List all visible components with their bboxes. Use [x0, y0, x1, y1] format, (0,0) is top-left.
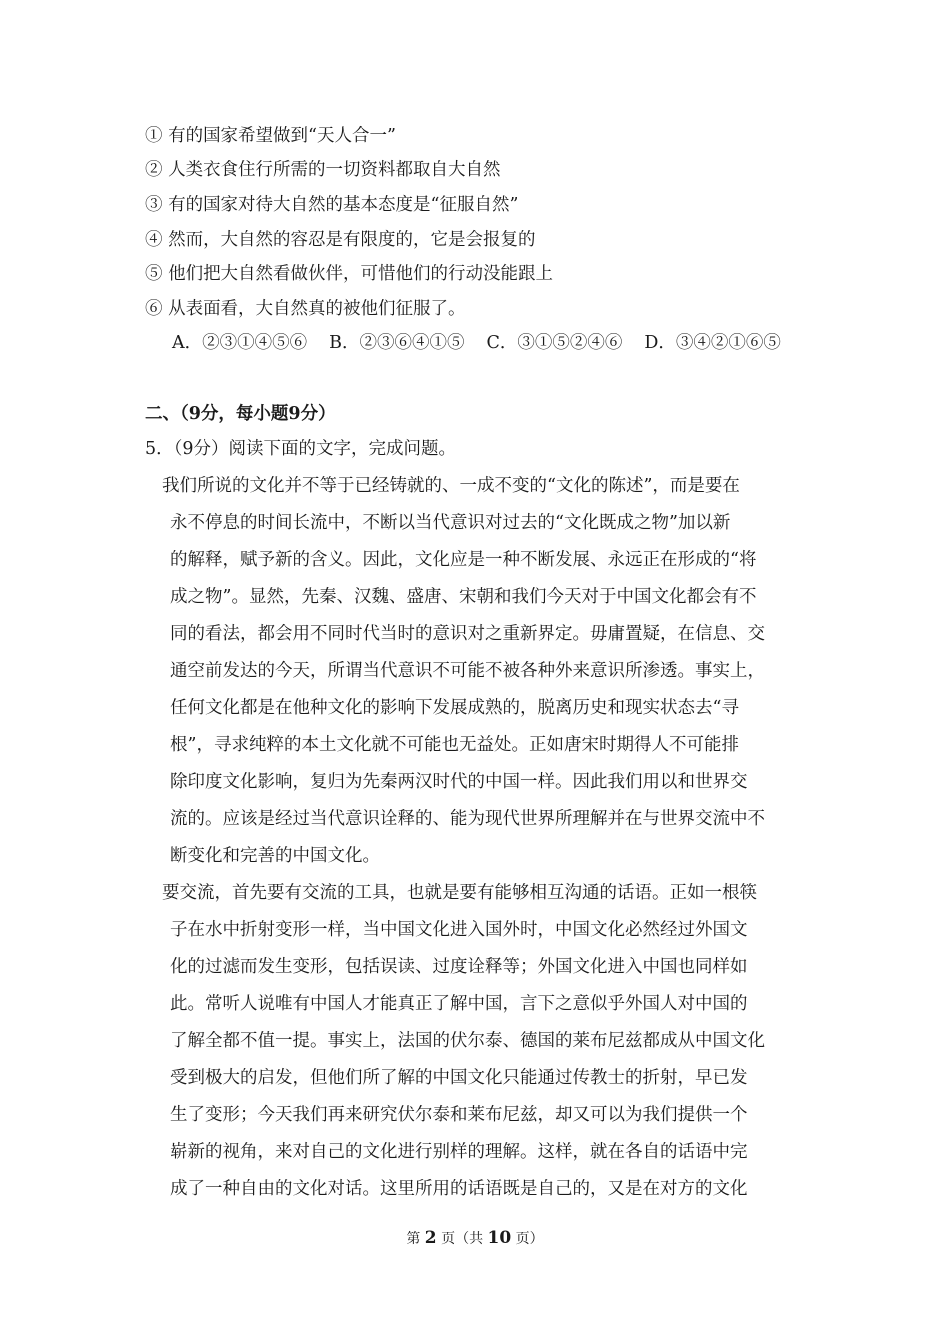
- option-1: ① 有的国家希望做到“天人合一”: [145, 126, 396, 146]
- paragraph-2-line: 子在水中折射变形一样，当中国文化进入国外时，中国文化必然经过外国文: [170, 920, 748, 940]
- paragraph-1-line: 永不停息的时间长流中，不断以当代意识对过去的“文化既成之物”加以新: [170, 513, 731, 533]
- paragraph-1-line: 任何文化都是在他种文化的影响下发展成熟的，脱离历史和现实状态去“寻: [170, 698, 739, 718]
- footer-total-pages: 10: [487, 1228, 512, 1248]
- answer-choices: [172, 331, 803, 355]
- paragraph-2-line: 要交流，首先要有交流的工具，也就是要有能够相互沟通的话语。正如一根筷: [162, 883, 757, 903]
- footer-prefix: 第: [406, 1231, 421, 1247]
- paragraph-1-line: 同的看法，都会用不同时代当时的意识对之重新界定。毋庸置疑，在信息、交: [170, 624, 765, 644]
- paragraph-1-line: 通空前发达的今天，所谓当代意识不可能不被各种外来意识所渗透。事实上，: [170, 661, 765, 681]
- option-3: ③ 有的国家对待大自然的基本态度是“征服自然”: [145, 195, 519, 215]
- paragraph-2-line: 成了一种自由的文化对话。这里所用的话语既是自己的，又是在对方的文化: [170, 1179, 748, 1199]
- paragraph-2-line: 受到极大的启发，但他们所了解的中国文化只能通过传教士的折射，早已发: [170, 1068, 748, 1088]
- footer-suffix: 页）: [515, 1231, 544, 1247]
- footer-page-number: 2: [424, 1228, 437, 1248]
- choice-d: D．③④②①⑥⑤: [644, 333, 781, 353]
- paragraph-2-line: 了解全都不值一提。事实上，法国的伏尔泰、德国的莱布尼兹都成从中国文化: [170, 1031, 765, 1051]
- paragraph-1-line: 根”，寻求纯粹的本土文化就不可能也无益处。正如唐宋时期得人不可能排: [170, 735, 739, 755]
- paragraph-2-line: 崭新的视角，来对自己的文化进行别样的理解。这样，就在各自的话语中完: [170, 1142, 748, 1162]
- paragraph-2-line: 化的过滤而发生变形，包括误读、过度诠释等；外国文化进入中国也同样如: [170, 957, 748, 977]
- section-heading: 二、（9分，每小题9分）: [145, 404, 336, 424]
- question-5: 5．（9分）阅读下面的文字，完成问题。: [145, 439, 457, 459]
- choice-a: A．②③①④⑤⑥: [172, 333, 308, 353]
- choice-b: B．②③⑥④①⑤: [329, 333, 465, 353]
- footer-mid: 页（共: [441, 1231, 484, 1247]
- paragraph-1-line: 断变化和完善的中国文化。: [170, 846, 380, 866]
- paragraph-1-line: 成之物”。显然，先秦、汉魏、盛唐、宋朝和我们今天对于中国文化都会有不: [170, 587, 757, 607]
- option-4: ④ 然而，大自然的容忍是有限度的，它是会报复的: [145, 230, 536, 250]
- option-5: ⑤ 他们把大自然看做伙伴，可惜他们的行动没能跟上: [145, 264, 554, 284]
- paragraph-1-line: 除印度文化影响，复归为先秦两汉时代的中国一样。因此我们用以和世界交: [170, 772, 748, 792]
- paragraph-1-line: 我们所说的文化并不等于已经铸就的、一成不变的“文化的陈述”，而是要在: [162, 476, 740, 496]
- paragraph-2-line: 生了变形；今天我们再来研究伏尔泰和莱布尼兹，却又可以为我们提供一个: [170, 1105, 748, 1125]
- option-6: ⑥ 从表面看，大自然真的被他们征服了。: [145, 299, 466, 319]
- option-2: ② 人类衣食住行所需的一切资料都取自大自然: [145, 160, 501, 180]
- paragraph-1-line: 流的。应该是经过当代意识诠释的、能为现代世界所理解并在与世界交流中不: [170, 809, 765, 829]
- page-footer: [0, 1228, 950, 1249]
- paragraph-2-line: 此。常听人说唯有中国人才能真正了解中国，言下之意似乎外国人对中国的: [170, 994, 748, 1014]
- choice-c: C．③①⑤②④⑥: [486, 333, 623, 353]
- paragraph-1-line: 的解释，赋予新的含义。因此，文化应是一种不断发展、永远正在形成的“将: [170, 550, 757, 570]
